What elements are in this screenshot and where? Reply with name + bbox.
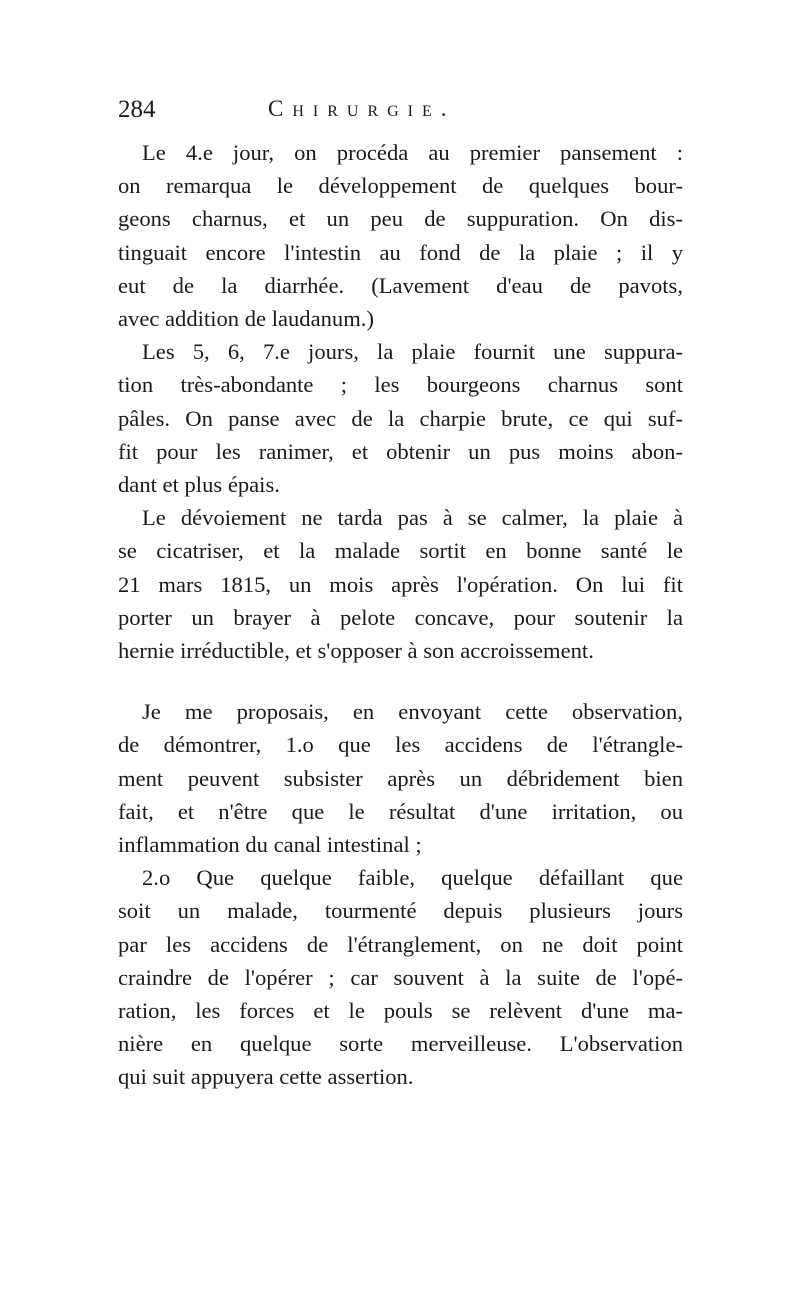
text-line: pâles. On panse avec de la charpie brute, ce qui suf-	[118, 405, 683, 431]
text-line: Je me proposais, en envoyant cette observation,	[142, 699, 683, 725]
text-line: 21 mars 1815, un mois après l'opération. On lui fit	[118, 571, 683, 597]
text-line: ration, les forces et le pouls se relèvent d'une ma-	[118, 998, 683, 1024]
text-line: eut de la diarrhée. (Lavement d'eau de pavots,	[118, 272, 683, 298]
page-number: 284	[118, 96, 156, 123]
paragraph-gap	[118, 667, 683, 695]
text-line: inflammation du canal intestinal ;	[118, 832, 422, 858]
text-line: Le 4.e jour, on procéda au premier pansement :	[142, 140, 683, 165]
text-line: Le dévoiement ne tarda pas à se calmer, la plaie à	[142, 505, 683, 531]
text-line: hernie irréductible, et s'opposer à son accroissement.	[118, 638, 594, 664]
text-line: ment peuvent subsister après un débridement bien	[118, 765, 683, 791]
text-line: on remarqua le développement de quelques bour-	[118, 173, 683, 199]
page-header	[118, 96, 688, 132]
body-text	[118, 136, 683, 1094]
text-line: qui suit appuyera cette assertion.	[118, 1064, 414, 1090]
text-line: dant et plus épais.	[118, 472, 280, 498]
text-line: avec addition de laudanum.)	[118, 306, 374, 332]
text-line: soit un malade, tourmenté depuis plusieurs jours	[118, 898, 683, 924]
paragraph	[118, 136, 683, 335]
text-line: tinguait encore l'intestin au fond de la plaie ; il y	[118, 239, 683, 265]
text-line: fit pour les ranimer, et obtenir un pus moins abon-	[118, 438, 683, 464]
paragraph	[118, 335, 683, 501]
running-head: Chirurgie.	[268, 96, 456, 121]
text-line: fait, et n'être que le résultat d'une irritation, ou	[118, 798, 683, 824]
text-line: geons charnus, et un peu de suppuration. On dis-	[118, 206, 683, 232]
text-line: porter un brayer à pelote concave, pour soutenir la	[118, 604, 683, 630]
paragraph	[118, 501, 683, 667]
text-line: craindre de l'opérer ; car souvent à la suite de l'opé-	[118, 964, 683, 990]
text-line: tion très-abondante ; les bourgeons charnus sont	[118, 372, 683, 398]
text-line: Les 5, 6, 7.e jours, la plaie fournit une suppura-	[142, 339, 683, 365]
text-line: nière en quelque sorte merveilleuse. L'observation	[118, 1031, 683, 1057]
text-line: se cicatriser, et la malade sortit en bonne santé le	[118, 538, 683, 564]
paragraph	[118, 695, 683, 861]
text-line: 2.o Que quelque faible, quelque défaillant que	[142, 865, 683, 891]
paragraph	[118, 861, 683, 1093]
text-line: par les accidens de l'étranglement, on ne doit point	[118, 931, 683, 957]
text-line: de démontrer, 1.o que les accidens de l'étrangle-	[118, 732, 683, 758]
